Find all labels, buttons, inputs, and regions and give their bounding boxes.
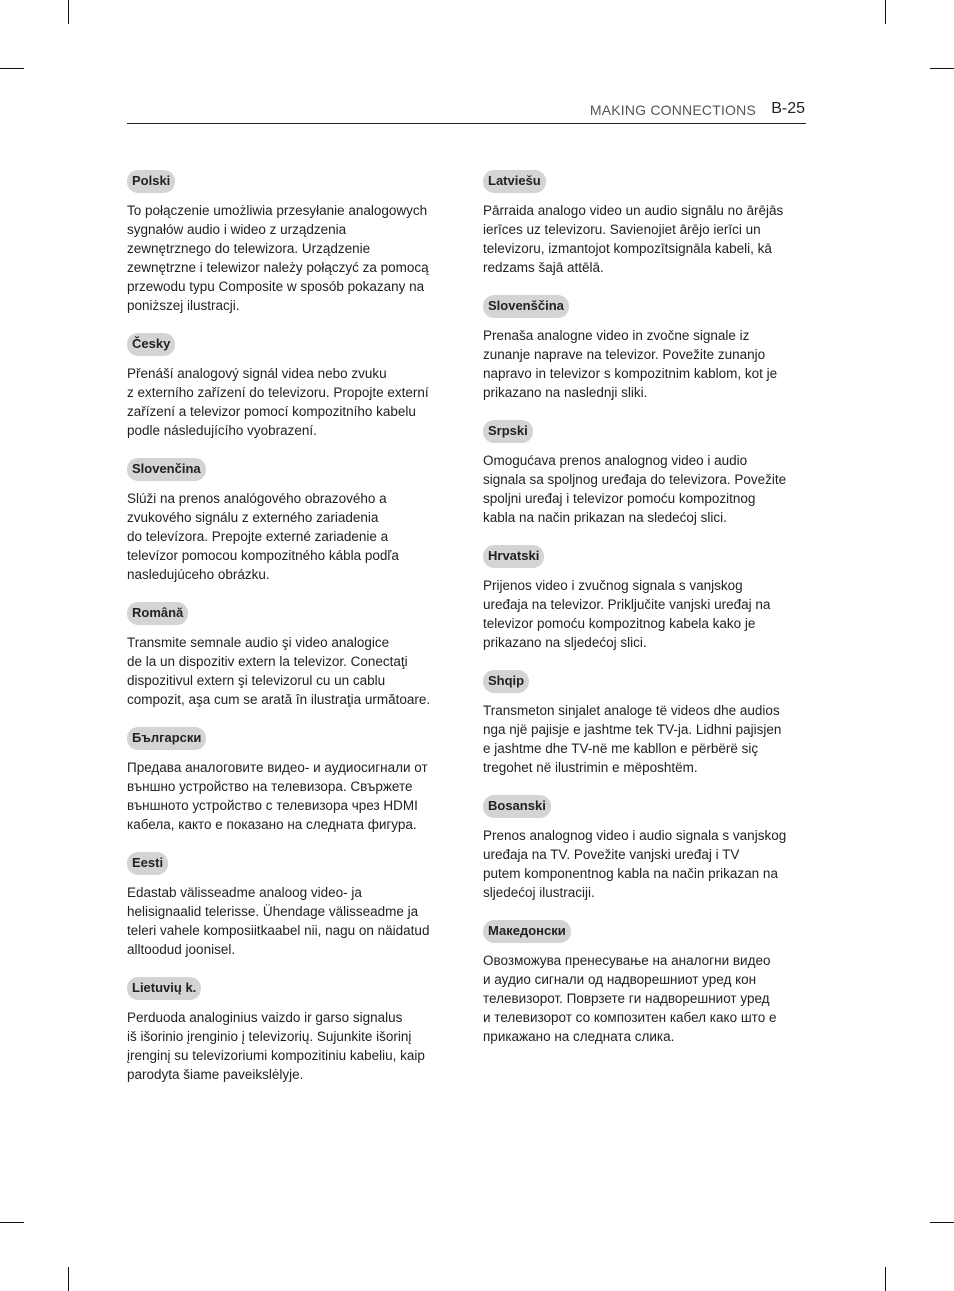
language-section [127,458,452,584]
language-text: Perduoda analoginius vaizdo ir garso signalus iš išorinio įrenginio į televizorių. Sujunkite išorinį įrenginį su televizoriumi kompozitiniu kabeliu, kaip parodyta šiame paveikslėlyje. [127,1010,425,1082]
language-text: Přenáší analogový signál videa nebo zvuku z externího zařízení do televizoru. Propojte externí zařízení a televizor pomocí kompozitního kabelu podle následujícího vyobrazení. [127,366,429,438]
section-title: MAKING CONNECTIONS [589,102,756,118]
crop-mark [885,0,886,24]
language-label: Bosanski [483,795,551,818]
language-section [127,602,452,709]
page-header [127,99,806,124]
language-label: Slovenčina [127,458,206,481]
language-section [483,295,808,402]
language-label: Македонски [483,920,571,943]
crop-mark [0,68,24,69]
language-section [127,333,452,440]
crop-mark [930,1222,954,1223]
language-section [483,420,808,527]
language-label: Latviešu [483,170,546,193]
language-text: Pārraida analogo video un audio signālu no ārējās ierīces uz televizoru. Savienojiet ārējo ierīci un televizoru, izmantojot kompozītsignāla kabeli, kā redzams šajā attēlā. [483,203,784,275]
crop-mark [0,1222,24,1223]
language-text: Prenos analognog video i audio signala s vanjskog uređaja na TV. Povežite vanjski uređaj i TV putem komponentnog kabla na način prikazan na sljedećoj ilustraciji. [483,828,787,900]
language-text: Prijenos video i zvučnog signala s vanjskog uređaja na televizor. Priključite vanjski uređaj na televizor pomoću kompozitnog kabela kako je prikazano na sljedećoj slici. [483,578,771,650]
language-text: To połączenie umożliwia przesyłanie analogowych sygnałów audio i wideo z urządzenia zewnętrznego do telewizora. Urządzenie zewnętrzne i telewizor należy połączyć za pomocą przewodu typu Composite w sposób pokazany na poniższej ilustracji. [127,203,429,313]
language-label: Shqip [483,670,529,693]
language-label: Hrvatski [483,545,544,568]
language-section [483,920,808,1046]
crop-mark [930,68,954,69]
language-section [483,670,808,777]
language-label: Srpski [483,420,533,443]
language-text: Овозможува пренесување на аналогни видео и аудио сигнали од надворешниот уред кон телевизорот. Поврзете ги надворешниот уред и телевизорот со композитен кабел како што е прикажано на следната слика. [483,953,777,1044]
language-label: Български [127,727,206,750]
language-text: Prenaša analogne video in zvočne signale iz zunanje naprave na televizor. Povežite zunanjo napravo in televizor s kompozitnim kablom, kot je prikazano na naslednji sliki. [483,328,778,400]
language-label: Eesti [127,852,168,875]
language-section [127,170,452,315]
language-text: Edastab välisseadme analoog video- ja helisignaalid telerisse. Ühendage välisseadme ja teleri vahele komposiitkaabel nii, nagu on näidatud alltoodud joonisel. [127,885,430,957]
language-text: Transmeton sinjalet analoge të videos dhe audios nga një pajisje e jashtme tek TV-ja. Lidhni pajisjen e jashtme dhe TV-në me kabllon e përbërë siç tregohet në ilustrimin e mëposhtëm. [483,703,782,775]
language-label: Slovenščina [483,295,569,318]
page-number: B-25 [771,100,805,117]
language-section [483,795,808,902]
language-label: Polski [127,170,175,193]
language-section [483,545,808,652]
language-section [127,977,452,1084]
language-section [127,852,452,959]
right-column [483,170,808,1064]
crop-mark [68,1267,69,1291]
crop-mark [885,1267,886,1291]
language-label: Lietuvių k. [127,977,201,1000]
language-label: Česky [127,333,175,356]
language-text: Slúži na prenos analógového obrazového a zvukového signálu z externého zariadenia do televízora. Prepojte externé zariadenie a televízor pomocou kompozitného kábla podľa nasledujúceho obrázku. [127,491,399,582]
left-column [127,170,452,1102]
language-text: Предава аналоговите видео- и аудиосигнали от външно устройство на телевизора. Свържете външното устройство с телевизора чрез HDMI кабела, както е показано на следната фигура. [127,760,428,832]
language-text: Omogućava prenos analognog video i audio signala sa spoljnog uređaja do televizora. Povežite spoljni uređaj i televizor pomoću kompozitnog kabla na način prikazan na sledećoj slici. [483,453,787,525]
crop-mark [68,0,69,24]
language-label: Română [127,602,188,625]
language-section [483,170,808,277]
language-text: Transmite semnale audio şi video analogice de la un dispozitiv extern la televizor. Conectaţi dispozitivul extern şi televizorul cu un cablu compozit, aşa cum se arată în ilustraţia următoare. [127,635,431,707]
language-section [127,727,452,834]
